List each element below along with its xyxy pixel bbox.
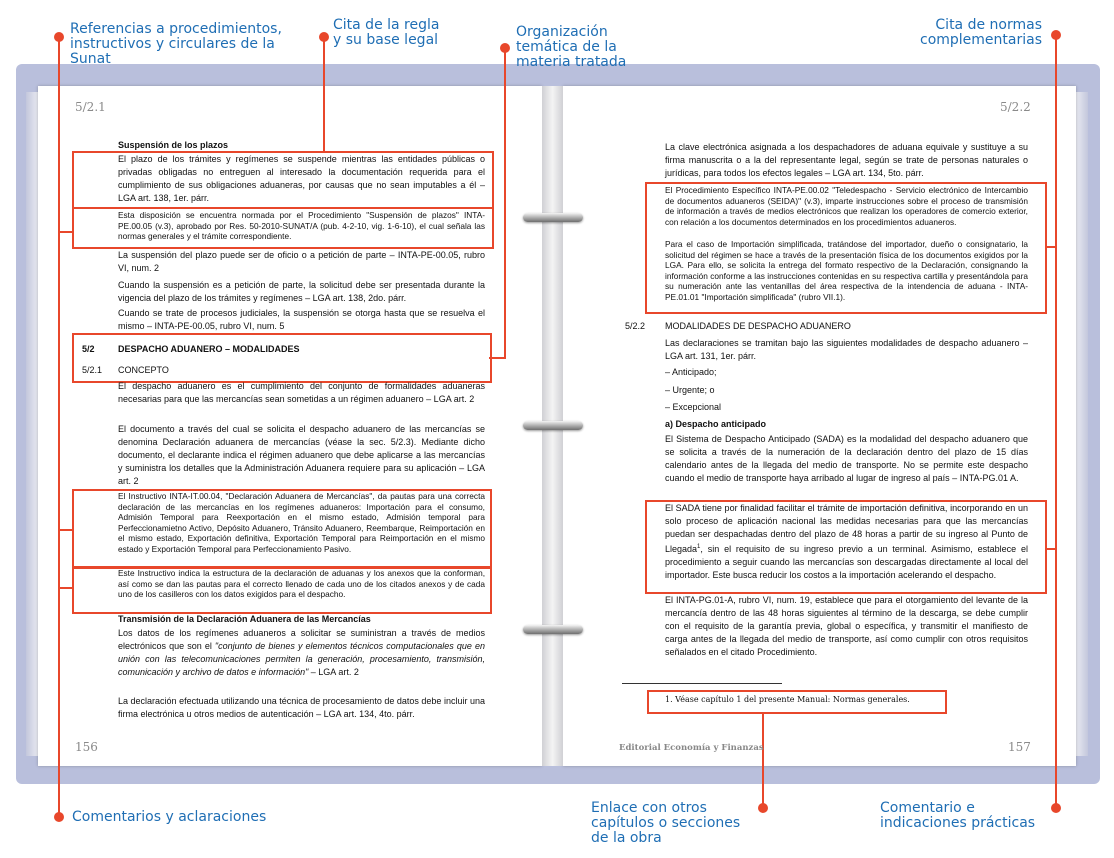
right-p5: El Sistema de Despacho Anticipado (SADA) es la modalidad del despacho aduanero que se solicita a través de la numeración de la declaración dentro del plazo de 15 días calendario antes de la llegada del medio de transporte. No se permite este despacho cuando el medio de transporte haya arribado al lugar de ingreso al país – INTA-PG.01 A.	[665, 434, 1028, 483]
marker-dot	[1051, 803, 1061, 813]
left-p9: Este Instructivo indica la estructura de la declaración de aduanas y los anexos que la conforman, así como se dan las pautas para el correcto llenado de cada uno de los citados anexos y de cada uno de los casilleros con los datos exigidos para el despacho.	[118, 568, 485, 599]
footnote-text: 1. Véase capítulo 1 del presente Manual: Normas generales.	[665, 695, 910, 704]
connector-enlace	[762, 712, 764, 810]
binder-ring-top	[523, 213, 583, 222]
callout-enlace: Enlace con otros capítulos o secciones de la obra	[591, 800, 741, 846]
trans-title: Transmisión de la Declaración Aduanera de las Mercancías	[118, 614, 371, 624]
section-title: DESPACHO ADUANERO – MODALIDADES	[118, 344, 300, 354]
right-p6-b: , sin el requisito de su ingreso previo a un terminal. Asimismo, establece el procedimiento a seguir cuando las mercancías son descargadas directamente al local del importador. Este busca reducir los costos a la importación acelerando el despacho.	[665, 544, 1028, 580]
list-item-urgente: – Urgente; o	[665, 385, 715, 395]
right-p6	[665, 502, 1028, 582]
right-p4: Las declaraciones se tramitan bajo las siguientes modalidades de despacho aduanero – LGA art. 131, 1er. párr.	[665, 338, 1028, 361]
left-p11: La declaración efectuada utilizando una técnica de procesamiento de datos debe incluir una firma electrónica u otros medios de autenticación – LGA art. 134, 4to. párr.	[118, 696, 485, 719]
marker-dot	[500, 43, 510, 53]
connector-comment-box1	[58, 529, 73, 531]
list-item-anticipado: – Anticipado;	[665, 367, 717, 377]
page-number-right: 157	[1008, 740, 1031, 754]
marker-dot	[758, 803, 768, 813]
list-item-excepcional: – Excepcional	[665, 402, 722, 412]
right-section-number: 5/2.2	[625, 321, 646, 331]
left-p10-a: Los datos de los regímenes aduaneros a solicitar se suministran a través de medios electrónicos que son el	[118, 628, 485, 651]
callout-regla: Cita de la regla y su base legal	[333, 17, 440, 48]
connector-right	[1055, 36, 1057, 810]
left-p5: Cuando se trate de procesos judiciales, la suspensión se otorga hasta que se resuelva el mismo – INTA-PE-00.05, rubro VI, num. 5	[118, 308, 485, 331]
right-p6-a: El SADA tiene por finalidad facilitar el trámite de importación definitiva, incorporando en un solo proceso de aplicación nacional las medidas necesarias para que las mercancías puedan ser despachadas dentro del plazo de 48 horas a partir de su ingreso al Punto de Llegada	[665, 503, 1028, 554]
left-p7: El documento a través del cual se solicita el despacho aduanero de las mercancías se denomina Declaración aduanera de mercancías (véase la sec. 5/2.3). Mediante dicho documento, el declarante indica el régimen aduanero que debe aplicarse a las mercancías y suministra los detalles que la Administración Aduanera requiere para su aplicación – LGA art. 2	[118, 424, 485, 486]
page-header-left: 5/2.1	[75, 100, 106, 114]
connector-organizacion	[504, 49, 506, 359]
callout-refs: Referencias a procedimientos, instructivos y circulares de la Sunat	[70, 21, 282, 67]
right-section-title: MODALIDADES DE DESPACHO ADUANERO	[665, 321, 851, 331]
left-p4: Cuando la suspensión es a petición de parte, la solicitud debe ser presentada durante la vigencia del plazo de los trámites y regímenes – LGA art. 138, 2do. párr.	[118, 280, 485, 303]
publisher-footer: Editorial Economía y Finanzas	[619, 743, 764, 753]
callout-practicas: Comentario e indicaciones prácticas	[880, 800, 1036, 831]
subsection-number: 5/2.1	[82, 365, 103, 375]
left-p6: El despacho aduanero es el cumplimiento del conjunto de formalidades aduaneras necesarias para que las mercancías sean sometidas a un régimen aduanero – LGA art. 2	[118, 381, 485, 404]
left-p3: La suspensión del plazo puede ser de oficio o a petición de parte – INTA-PE-00.05, rubro VI, num. 2	[118, 250, 485, 273]
connector-left	[58, 38, 60, 818]
left-p10	[118, 627, 485, 679]
connector-refs-box	[58, 231, 73, 233]
left-edge-shade	[26, 92, 38, 756]
left-p8: El Instructivo INTA-IT.00.04, "Declaración Aduanera de Mercancías", da pautas para una correcta declaración de las mercancías en los regímenes aduaneros: Importación para el consumo, Admisión Temporal para Reexportación en el mismo estado, Admisión temporal para Perfeccionamietno Activo, Depósito Aduanero, Tránsito Aduanero, Reembarque, Reimportación en el mismo estado, Exportación definitiva, Exportación Temporal para Reimportación en el mismo estado y Exportación Temporal para Perfeccionamiento Pasivo.	[118, 491, 485, 554]
page-header-right: 5/2.2	[1000, 100, 1031, 114]
footnote-ref: 1	[697, 544, 701, 550]
callout-organizacion: Organización temática de la materia tratada	[516, 24, 627, 70]
marker-dot	[54, 812, 64, 822]
subsection-title: CONCEPTO	[118, 365, 169, 375]
left-p2: Esta disposición se encuentra normada por el Procedimiento "Suspensión de plazos" INTA-PE.00.05 (v.3), aprobado por Res. 50-2010-SUNAT/A (pub. 4-2-10, vig. 1-6-10), el cual señala las normas generales y el trámite correspondiente.	[118, 210, 485, 241]
callout-normas: Cita de normas complementarias	[920, 17, 1043, 48]
callout-comentarios: Comentarios y aclaraciones	[72, 809, 267, 825]
susp-title: Suspensión de los plazos	[118, 140, 229, 150]
marker-dot	[1051, 30, 1061, 40]
section-number: 5/2	[82, 344, 95, 354]
left-p1: El plazo de los trámites y regímenes se suspende mientras las entidades públicas o privadas obligadas no entreguen al interesado la documentación requerida para el cumplimiento de sus obligaciones aduaneras, por causas que no sean imputables a él – LGA art. 138, 1er. párr.	[118, 154, 485, 203]
right-p2: El Procedimiento Específico INTA-PE.00.02 "Teledespacho - Servicio electrónico de Intercambio de documentos aduaneros (SEIDA)" (v.3), imparte instrucciones sobre el proceso de transmisión de información a través de medios electrónicos que realizan los operadores de comercio exterior, con relación a los documentos determinados en los procedimientos aduaneros.	[665, 185, 1028, 227]
right-edge-shade	[1076, 92, 1088, 756]
despacho-anticipado-title: a) Despacho anticipado	[665, 419, 767, 429]
left-p10-c: – LGA art. 2	[308, 667, 359, 677]
binder-ring-bottom	[523, 625, 583, 634]
right-p7: El INTA-PG.01-A, rubro VI, num. 19, establece que para el otorgamiento del levante de la mercancía dentro de las 48 horas siguientes al término de la descarga, se debe cumplir con el requisito de la garantía previa, global o específica, y transmitir el manifiesto de carga antes de la llegada del medio de transporte, así como cumplir con otros requisitos señalados en el citado Procedimiento.	[665, 595, 1028, 657]
right-p3: Para el caso de Importación simplificada, tratándose del importador, dueño o consignatario, la solicitud del régimen se hace a través de la presentación física de los documentos exigidos por la LGA. Para ello, se solicita la entrega del formato respectivo de la Declaración, consignando la información conforme a las instrucciones contenidas en su respectiva cartilla y presentándola para su numeración ante las ventanillas del área respectiva de la intendencia de aduana - INTA-PE.01.01 "Importación simplificada" (rubro VII.1).	[665, 239, 1028, 302]
connector-regla	[323, 38, 325, 151]
right-p1: La clave electrónica asignada a los despachadores de aduana equivale y sustituye a su firma manuscrita o a la del representante legal, según se trate de personas naturales o jurídicas, para todos los efectos legales – LGA art. 134, 5to. párr.	[665, 142, 1028, 178]
left-p10-quote: "conjunto de bienes y elementos técnicos computacionales que en unión con las telecomunicaciones permiten la generación, procesamiento, transmisión, comunicación y archivo de datos e información"	[118, 641, 485, 677]
footnote-rule	[622, 683, 782, 684]
marker-dot	[54, 32, 64, 42]
page-number-left: 156	[75, 740, 98, 754]
binder-ring-middle	[523, 421, 583, 430]
marker-dot	[319, 32, 329, 42]
connector-comment-box2	[58, 587, 73, 589]
